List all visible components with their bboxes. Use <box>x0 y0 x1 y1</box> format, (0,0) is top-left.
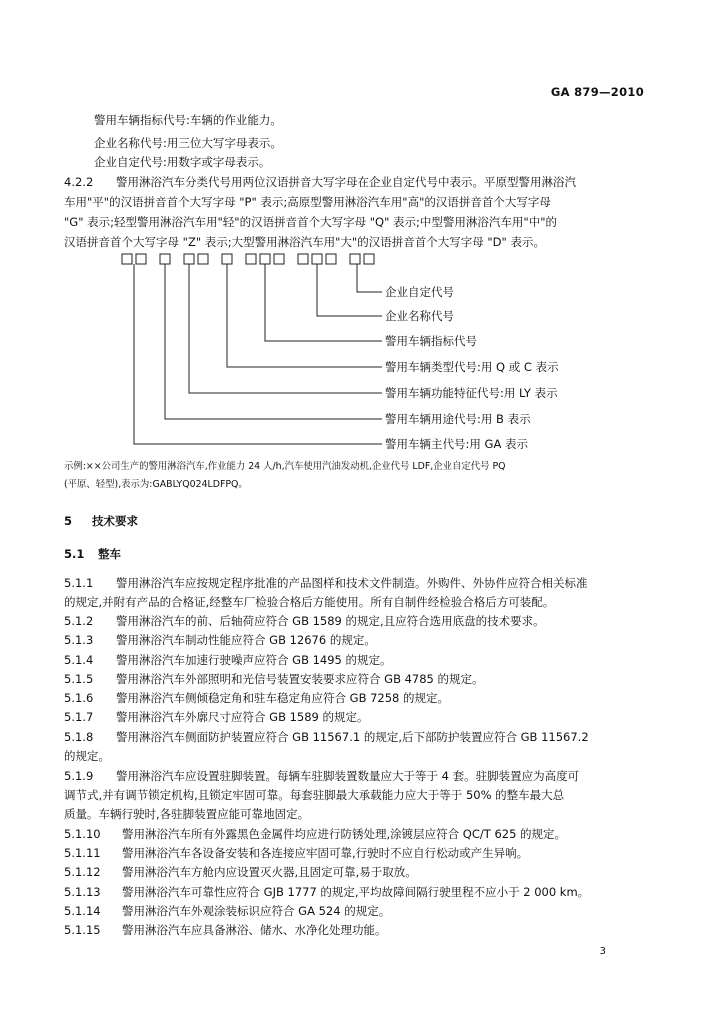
clause-text-line: 汉语拼音首个大写字母 "Z" 表示;大型警用淋浴汽车用"大"的汉语拼音首个大写字母 "D" 表示。 <box>64 235 545 249</box>
clause-number: 5.1.8 <box>64 730 94 744</box>
section-number: 5 <box>64 514 73 528</box>
clause-text-line: 警用淋浴汽车侧面防护装置应符合 GB 11567.1 的规定,后下部防护装置应符合 GB 11567.2 <box>116 730 589 744</box>
clause-text-line: 警用淋浴汽车的前、后轴荷应符合 GB 1589 的规定,且应符合选用底盘的技术要求。 <box>116 614 545 628</box>
clause-text-line: 调节式,并有调节锁定机构,且锁定牢固可靠。每套驻脚最大承载能力应大于等于 50% 的整车最大总 <box>64 788 565 802</box>
clause-text-line: 的规定。 <box>64 749 110 763</box>
clause-number: 5.1.3 <box>64 633 94 647</box>
diagram-label-enterprise-name: 企业名称代号 <box>385 309 454 323</box>
intro-line: 警用车辆指标代号:车辆的作业能力。 <box>94 113 282 127</box>
example-line: 示例:××公司生产的警用淋浴汽车,作业能力 24 人/h,汽车使用汽油发动机,企业代号 LDF,企业自定代号 PQ <box>64 461 506 472</box>
clause-text-line: 警用淋浴汽车外观涂装标识应符合 GA 524 的规定。 <box>122 904 391 918</box>
diagram-label-usage: 警用车辆用途代号:用 B 表示 <box>385 412 531 426</box>
clause-number: 5.1.13 <box>64 885 101 899</box>
diagram-label-type: 警用车辆类型代号:用 Q 或 C 表示 <box>385 360 559 374</box>
clause-text-line: 警用淋浴汽车加速行驶噪声应符合 GB 1495 的规定。 <box>116 653 392 667</box>
clause-text-line: 警用淋浴汽车可靠性应符合 GJB 1777 的规定,平均故障间隔行驶里程不应小于 2 000 km。 <box>122 885 590 899</box>
clause-number: 5.1.10 <box>64 827 101 841</box>
diagram-label-main: 警用车辆主代号:用 GA 表示 <box>385 437 528 451</box>
clause-text-line: 警用淋浴汽车应设置驻脚装置。每辆车驻脚装置数量应大于等于 4 套。驻脚装置应为高度可 <box>116 769 580 783</box>
clause-text-line: 警用淋浴汽车所有外露黑色金属件均应进行防锈处理,涂镀层应符合 QC/T 625 的规定。 <box>122 827 567 841</box>
clause-number: 5.1.7 <box>64 710 94 724</box>
clause-number: 5.1.6 <box>64 691 94 705</box>
example-line: (平原、轻型),表示为:GABLYQ024LDFPQ。 <box>64 479 248 490</box>
clause-number: 5.1.15 <box>64 923 101 937</box>
subsection-number: 5.1 <box>64 547 85 561</box>
clause-text-line: 警用淋浴汽车外部照明和光信号装置安装要求应符合 GB 4785 的规定。 <box>116 672 484 686</box>
clause-text-line: 质量。车辆行驶时,各驻脚装置应能可靠地固定。 <box>64 807 310 821</box>
clause-number: 5.1.9 <box>64 769 94 783</box>
code-boxes <box>122 254 374 264</box>
clause-text-line: 警用淋浴汽车应按规定程序批准的产品图样和技术文件制造。外购件、外协件应符合相关标准 <box>116 576 588 590</box>
clause-number: 5.1.5 <box>64 672 94 686</box>
code-structure-diagram <box>0 0 701 470</box>
intro-line: 企业自定代号:用数字或字母表示。 <box>94 155 271 169</box>
connector-lines <box>134 264 382 444</box>
standard-number-header: GA 879—2010 <box>550 85 644 99</box>
clause-text-line: 警用淋浴汽车方舱内应设置灭火器,且固定可靠,易于取放。 <box>122 865 417 879</box>
diagram-label-indicator: 警用车辆指标代号 <box>385 334 477 348</box>
clause-number: 5.1.12 <box>64 865 101 879</box>
intro-line: 企业名称代号:用三位大写字母表示。 <box>94 136 282 150</box>
clause-text-line: "G" 表示;轻型警用淋浴汽车用"轻"的汉语拼音首个大写字母 "Q" 表示;中型警用淋浴汽车用"中"的 <box>64 215 557 229</box>
clause-text-line: 警用淋浴汽车侧倾稳定角和驻车稳定角应符合 GB 7258 的规定。 <box>116 691 450 705</box>
page-number: 3 <box>599 946 606 957</box>
clause-number: 5.1.2 <box>64 614 94 628</box>
diagram-label-function: 警用车辆功能特征代号:用 LY 表示 <box>385 386 558 400</box>
clause-text-line: 警用淋浴汽车各设备安装和各连接应牢固可靠,行驶时不应自行松动或产生异响。 <box>122 846 529 860</box>
clause-number: 5.1.14 <box>64 904 101 918</box>
diagram-label-enterprise-custom: 企业自定代号 <box>385 285 454 299</box>
clause-number: 5.1.11 <box>64 846 101 860</box>
clause-text-line: 警用淋浴汽车外廓尺寸应符合 GB 1589 的规定。 <box>116 710 369 724</box>
clause-text-line: 的规定,并附有产品的合格证,经整车厂检验合格后方能使用。所有自制件经检验合格后方可装配。 <box>64 595 555 609</box>
section-title: 技术要求 <box>92 514 138 528</box>
clause-number: 5.1.1 <box>64 576 94 590</box>
clause-text-line: 车用"平"的汉语拼音首个大写字母 "P" 表示;高原型警用淋浴汽车用"高"的汉语拼音首个大写字母 <box>64 195 551 209</box>
clause-number: 4.2.2 <box>64 175 94 189</box>
clause-text-line: 警用淋浴汽车分类代号用两位汉语拼音大写字母在企业自定代号中表示。平原型警用淋浴汽 <box>116 175 576 189</box>
clause-text-line: 警用淋浴汽车制动性能应符合 GB 12676 的规定。 <box>116 633 376 647</box>
subsection-title: 整车 <box>98 547 121 561</box>
clause-text-line: 警用淋浴汽车应具备淋浴、储水、水净化处理功能。 <box>122 923 387 937</box>
clause-number: 5.1.4 <box>64 653 94 667</box>
